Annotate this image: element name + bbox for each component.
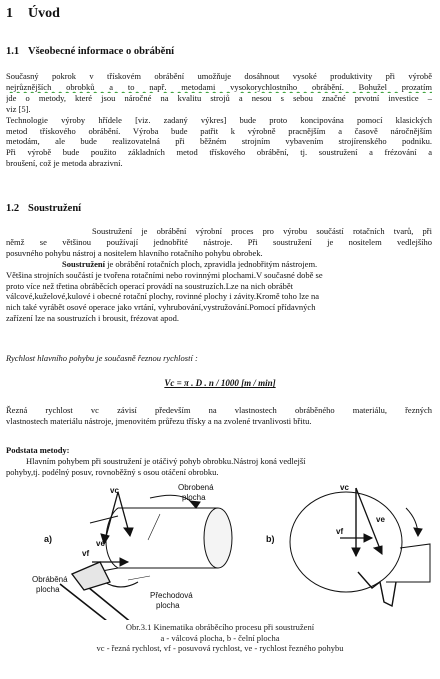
label-vc-b: vc <box>340 483 349 492</box>
text-line: němž se většinou používají jednobřité nástroje. Při soustružení je nositelem vedlejšího <box>6 236 432 247</box>
text-line: posuvného pohybu nástroj a nositelem hlavního rotačního pohybu obrobek. <box>6 247 263 258</box>
rotation-arrow-head <box>190 501 200 508</box>
text-line: Současný pokrok v třískovém obrábění umožňuje dosáhnout vysoké produktivity při výrobě <box>6 71 432 81</box>
label-b: b) <box>266 534 275 544</box>
section-title: Všeobecné informace o obrábění <box>28 46 175 57</box>
section-number: 1.1 <box>6 46 20 57</box>
section-title: Soustružení <box>28 203 82 214</box>
cylinder-body <box>118 508 218 568</box>
paragraph-soustruzeni <box>6 226 432 324</box>
podstata-title: Podstata metody: <box>6 445 70 455</box>
caption-line: vc - řezná rychlost, vf - posuvová rychlost, ve - rychlost řezného pohybu <box>96 643 344 653</box>
label-obrobena-2: plocha <box>182 493 206 502</box>
label-prechodova-1: Přechodová <box>150 591 193 600</box>
section-heading-1-1 <box>6 46 174 57</box>
section-number: 1.2 <box>6 203 20 214</box>
cutting-tool-tip <box>72 562 110 590</box>
figure-b <box>290 488 430 606</box>
section-heading-1-2 <box>6 203 81 214</box>
vf-arrow-head-b <box>364 534 372 542</box>
caption-line: a - válcová plocha, b - čelní plocha <box>160 632 280 643</box>
caption-line: Obr.3.1 Kinematika obráběcího procesu při soustružení <box>125 622 315 632</box>
text-line: proto více než třetina obráběcích operací provádí na soustruzích.Lze na nich obrábět <box>6 280 293 291</box>
label-obrabena-2: plocha <box>36 585 60 594</box>
text-line: metod třískového obrábění. Výroba bude patřit k výrobně pracnějším a časově náročnějším <box>6 125 432 136</box>
ve-arrow-head-b <box>374 546 382 554</box>
text-line: metodám, ale bude realizovatelná při běžném strojním vybavením strojírenského podniku. <box>6 136 432 147</box>
figure-caption <box>0 622 440 654</box>
text-line: Technologie výroby hřídele [viz. zadaný výkres] bude proto koncipována pomocí klasických <box>6 114 432 125</box>
label-obrabena-1: Obráběná <box>32 575 68 584</box>
label-vf-b: vf <box>336 527 344 536</box>
text-line: Hlavním pohybem při soustružení je otáčivý pohyb obrobku.Nástroj koná vedlejší <box>26 456 306 466</box>
text-line: jde o metody, které jsou náročné na kvalitu strojů a nesou s sebou značné prvotní investice – <box>6 92 432 103</box>
face-ellipse <box>290 492 402 592</box>
paragraph-rezna-rychlost <box>6 405 432 427</box>
shaft-end <box>386 544 430 582</box>
text-line: vlastnostech materiálu nástroje, jmenovitém průřezu třísky a na zvolené trvanlivosti břitu. <box>6 415 312 426</box>
text-line: nich také vyrábět osové operace jako vrtání, vyhrubování,vystružování.Pomocí přídavných <box>6 302 316 313</box>
text-line: viz [5]. <box>6 103 31 114</box>
label-ve-b: ve <box>376 515 385 524</box>
paragraph-podstata <box>6 456 432 478</box>
label-vc-a: vc <box>110 486 119 495</box>
label-prechodova-2: plocha <box>156 601 180 610</box>
text-line: válcové,kuželové,kulové i obecné rotační plochy, rovinné plochy i závity.Kromě toho lze na <box>6 291 320 302</box>
vc-arrow-head-b <box>352 548 360 556</box>
text-line: broušení, což je metoda abrazivní. <box>6 158 123 169</box>
text-line: Při výrobě bude použito základních metod třískového obrábění, tj. soustružení a frézování a <box>6 147 432 158</box>
label-a: a) <box>44 534 53 544</box>
label-obrobena-1: Obrobená <box>178 483 214 492</box>
leader-line <box>128 576 150 580</box>
text-line: nejrůznějších obrobků a to např. metodami vysokorychlostního obrábění. Bohužel prozatím <box>6 81 432 92</box>
paragraph-intro <box>6 71 432 169</box>
cylinder-end <box>204 508 232 568</box>
vc-arrow-head <box>124 528 133 536</box>
vf-arrow-head <box>120 558 128 566</box>
face-tool <box>358 572 396 606</box>
label-ve-a: ve <box>96 539 105 548</box>
text-line: Řezná rychlost vc závisí především na vlastnostech obráběného materiálu, řezných <box>6 405 432 415</box>
text-line: zařízení lze na soustruzích i brousit, frézovat apod. <box>6 313 180 324</box>
text-line: Soustružení je obrábění rotačních ploch, zpravidla jednobřitým nástrojem. <box>62 258 318 269</box>
text-line: pohyby,tj. podélný posuv, rovnoběžný s osou otáčení obrobku. <box>6 466 219 477</box>
text-line: Soustružení je obrábění výrobní proces pro výrobu součástí rotačních tvarů, při <box>92 226 432 236</box>
cutting-speed-label: Rychlost hlavního pohybu je současně řeznou rychlostí : <box>6 353 198 363</box>
turning-kinematics-figure <box>0 478 440 620</box>
chapter-heading <box>6 6 60 22</box>
leader-line <box>148 514 160 540</box>
cutting-speed-formula: Vc = π . D . n / 1000 [m / min] <box>164 378 276 388</box>
rotation-arrow-head-b <box>414 528 422 536</box>
chapter-title: Úvod <box>28 6 60 21</box>
label-vf-a: vf <box>82 549 90 558</box>
chapter-number: 1 <box>6 6 13 21</box>
text-line: Většina strojních součástí je tvořena rotačními nebo rovinnými plochami.V současné době se <box>6 269 323 280</box>
